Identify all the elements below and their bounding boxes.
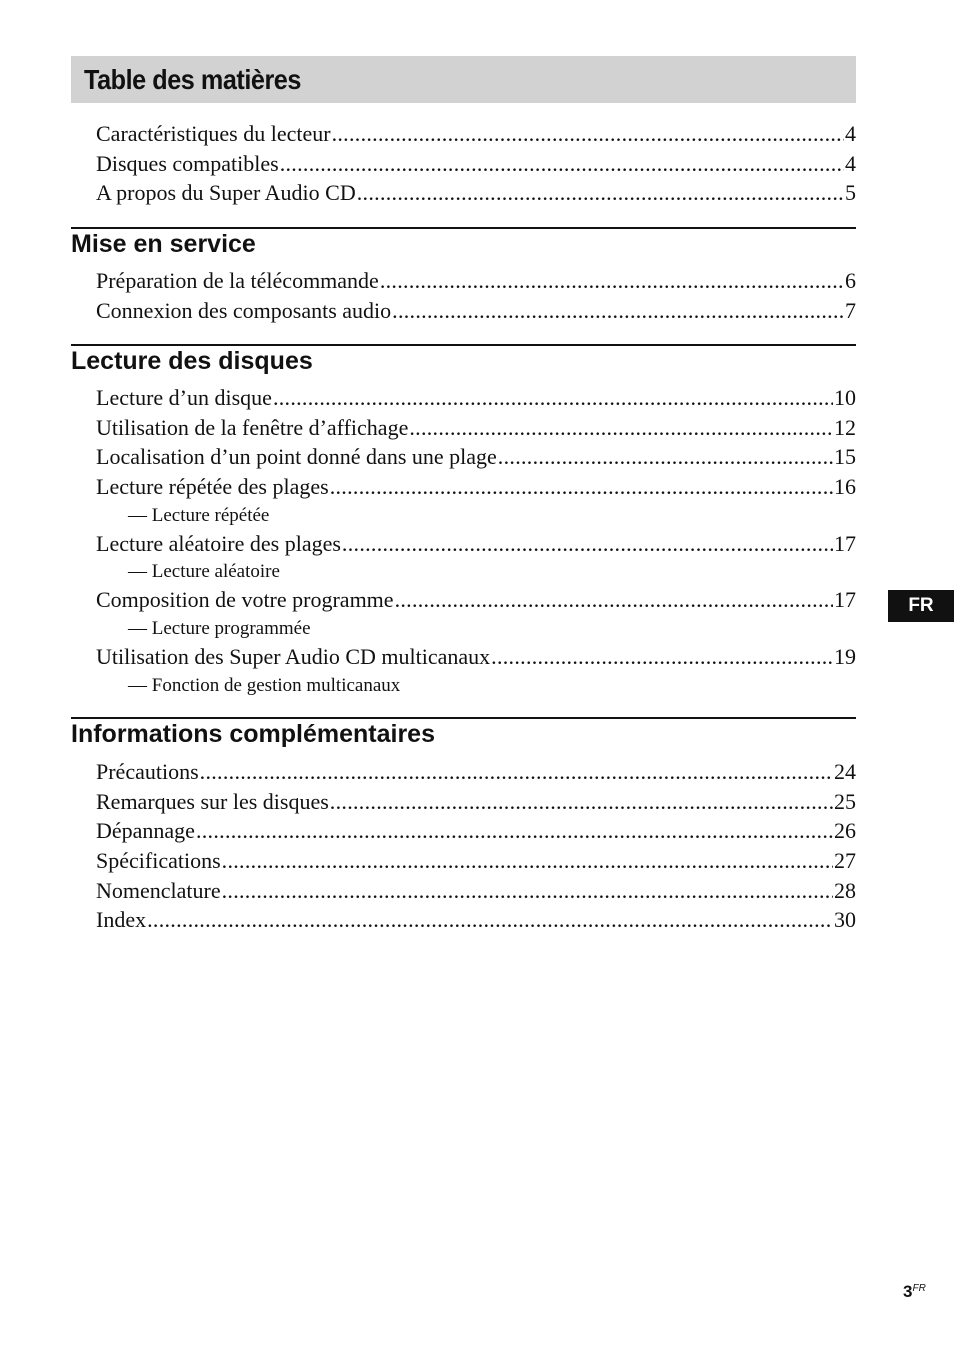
dot-leader: [222, 876, 833, 906]
page-number-value: 3: [903, 1282, 913, 1301]
toc-entry-label: A propos du Super Audio CD: [96, 180, 356, 206]
toc-entry-label: Préparation de la télécommande: [96, 268, 379, 293]
dot-leader: [147, 905, 833, 935]
toc-entry-page: 17: [834, 587, 856, 613]
toc-title-bar: [71, 56, 856, 103]
dot-leader: [395, 585, 833, 615]
toc-entry-label: Remarques sur les disques: [96, 788, 329, 814]
dot-leader: [409, 413, 833, 443]
toc-entry-page: 5: [845, 180, 856, 206]
toc-entry-page: 24: [834, 759, 856, 784]
toc-entry-page: 10: [834, 385, 856, 410]
toc-entry[interactable]: [96, 816, 856, 846]
toc-entry[interactable]: [96, 119, 856, 149]
dot-leader: [200, 757, 833, 787]
toc-entry-page: 6: [845, 268, 856, 293]
page-title: Table des matières: [84, 64, 301, 95]
dot-leader: [330, 787, 833, 817]
toc-entry[interactable]: [96, 472, 856, 502]
toc-entry[interactable]: [96, 529, 856, 559]
toc-entry-label: Spécifications: [96, 848, 221, 874]
language-tab: FR: [888, 590, 954, 622]
toc-entry-label: Lecture aléatoire des plages: [96, 530, 341, 556]
dot-leader: [491, 642, 833, 672]
toc-entry[interactable]: [96, 383, 856, 413]
toc-entry[interactable]: [96, 846, 856, 876]
toc-entry[interactable]: [96, 149, 856, 179]
toc-entry[interactable]: [96, 787, 856, 817]
intro-entry-list: [96, 119, 856, 208]
toc-entry-label: Connexion des composants audio: [96, 297, 392, 323]
dot-leader: [392, 296, 844, 326]
toc-entry-label: Localisation d’un point donné dans une plage: [96, 444, 497, 470]
toc-entry[interactable]: [96, 266, 856, 296]
toc-entry-label: Caractéristiques du lecteur: [96, 121, 331, 146]
toc-entry-label: Composition de votre programme: [96, 587, 394, 613]
dot-leader: [273, 383, 833, 413]
dot-leader: [330, 472, 833, 502]
dot-leader: [380, 266, 844, 296]
dot-leader: [342, 529, 833, 559]
dot-leader: [332, 119, 844, 149]
dot-leader: [196, 816, 833, 846]
dot-leader: [222, 846, 833, 876]
section-heading: Informations complémentaires: [71, 720, 435, 748]
toc-entry-page: 30: [834, 907, 856, 933]
page-number: [903, 1282, 926, 1302]
toc-entry-label: Dépannage: [96, 818, 195, 844]
toc-subentry[interactable]: — Lecture répétée: [128, 504, 270, 526]
toc-entry-page: 26: [834, 818, 856, 844]
toc-entry-label: Nomenclature: [96, 877, 221, 903]
toc-entry[interactable]: [96, 296, 856, 326]
toc-entry[interactable]: [96, 178, 856, 208]
toc-entry-label: Précautions: [96, 759, 199, 784]
toc-subentry[interactable]: — Lecture programmée: [128, 618, 311, 640]
toc-entry-label: Lecture répétée des plages: [96, 474, 329, 500]
toc-entry[interactable]: [96, 905, 856, 935]
toc-entry[interactable]: [96, 642, 856, 672]
section-entry-list: [96, 383, 856, 699]
section-heading: Mise en service: [71, 230, 256, 258]
section-mise-en-service: [71, 227, 856, 259]
toc-entry[interactable]: [96, 876, 856, 906]
toc-entry-label: Utilisation de la fenêtre d’affichage: [96, 414, 409, 440]
toc-entry-label: Index: [96, 907, 147, 933]
section-lecture-des-disques: [71, 344, 856, 376]
section-heading: Lecture des disques: [71, 347, 313, 375]
toc-entry[interactable]: [96, 413, 856, 443]
toc-entry-page: 4: [845, 150, 856, 176]
dot-leader: [498, 442, 833, 472]
toc-entry-label: Utilisation des Super Audio CD multicanaux: [96, 644, 491, 670]
toc-entry-page: 16: [834, 474, 856, 500]
toc-entry[interactable]: [96, 757, 856, 787]
dot-leader: [280, 149, 844, 179]
toc-entry-page: 19: [834, 644, 856, 670]
toc-entry-page: 15: [834, 444, 856, 470]
toc-entry[interactable]: [96, 585, 856, 615]
toc-entry-label: Disques compatibles: [96, 150, 279, 176]
toc-entry-label: Lecture d’un disque: [96, 385, 272, 410]
dot-leader: [357, 178, 844, 208]
section-informations-complementaires: [71, 717, 856, 749]
toc-entry-page: 12: [834, 414, 856, 440]
toc-entry-page: 4: [845, 121, 856, 146]
toc-subentry[interactable]: — Fonction de gestion multicanaux: [128, 674, 401, 696]
page-number-suffix: FR: [912, 1283, 926, 1294]
toc-subentry[interactable]: — Lecture aléatoire: [128, 561, 280, 583]
toc-entry-page: 25: [834, 788, 856, 814]
toc-entry-page: 17: [834, 530, 856, 556]
toc-entry-page: 7: [845, 297, 856, 323]
toc-entry-page: 27: [834, 848, 856, 874]
section-entry-list: [96, 266, 856, 325]
toc-entry-page: 28: [834, 877, 856, 903]
section-entry-list: [96, 757, 856, 935]
toc-entry[interactable]: [96, 442, 856, 472]
